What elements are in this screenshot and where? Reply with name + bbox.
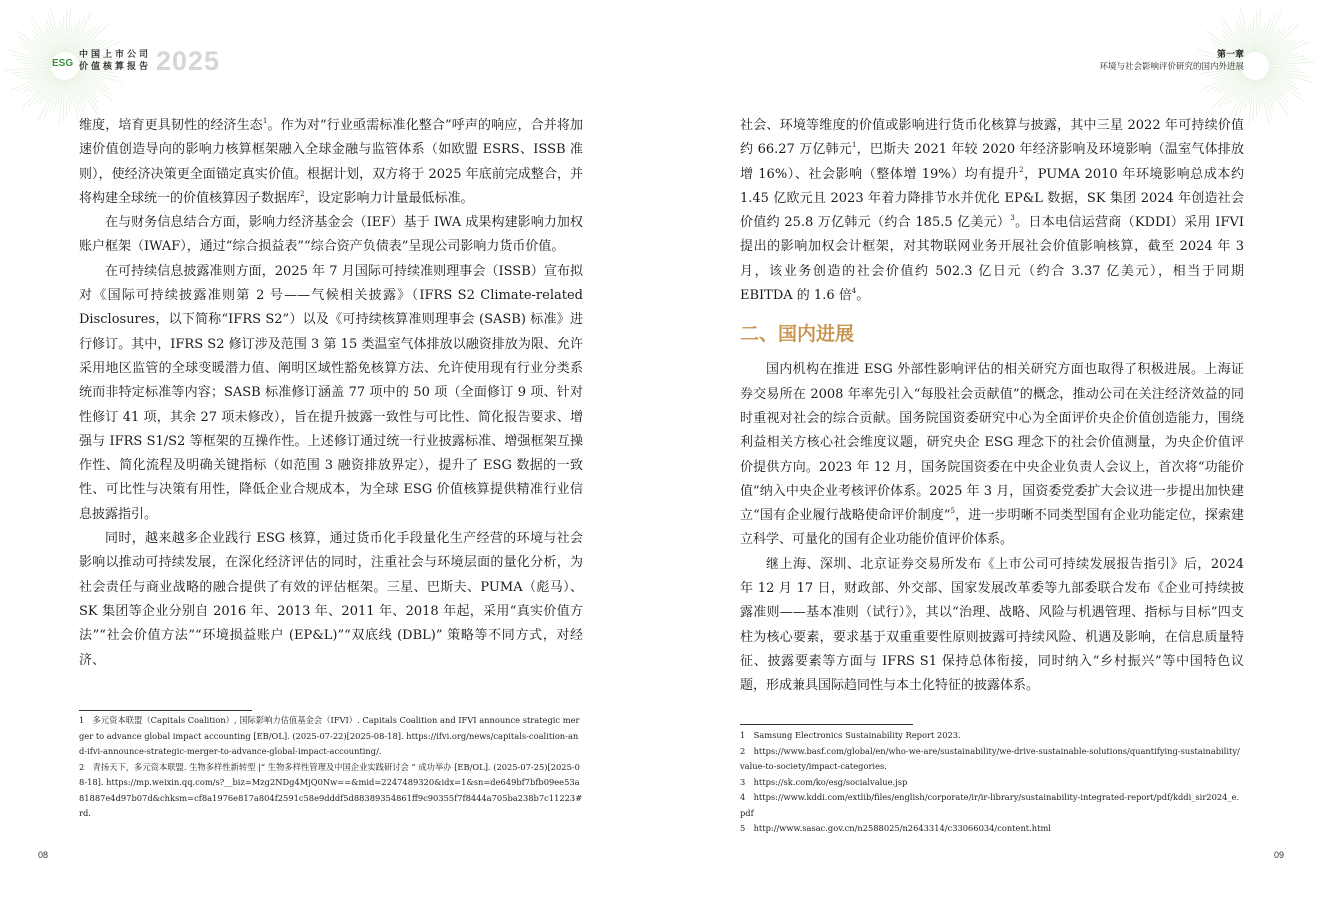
report-series-title [79, 49, 151, 73]
burst-ray [65, 80, 66, 116]
left-page-body [79, 114, 583, 673]
burst-ray [50, 79, 61, 113]
burst-ray [1240, 8, 1251, 53]
footnote-item: 4 https://www.kddi.com/extlib/files/english/corporate/ir/ir-library/sustainability-integrated-report/pdf/kddi_sir2024_e.pdf [740, 792, 1240, 818]
footnote-item: 5 http://www.sasac.gov.cn/n2588025/n2643314/c33066034/content.html [740, 823, 1051, 833]
paragraph: 社会、环境等维度的价值或影响进行货币化核算与披露，其中三星 2022 年可持续价值约 66.27 万亿韩元$^1$，巴斯夫 2021 年较 2020 年经济影响及环境影响（温室气体排放增 16%）、社会影响（整体增 19%）均有提升$^2$，PUMA 2010 年环境影响总成本约 1.45 亿欧元且 2023 年着力降排节水并优化 EP&L 数据，SK 集团 2024 年创造社会价值约 25.8 万亿韩元（约合 185.5 亿美元）$^3$。日本电信运营商（KDDI）采用 IFVI 提出的影响加权会计框架，对其物联网业务开展社会价值影响核算，截至 2024 年 3 月，该业务创造的社会价值约 502.3 亿日元（约合 3.37 亿美元），相当于同期 EBITDA 的 1.6 倍$^4$。 [740, 118, 1244, 304]
footnote-ref: 1 [262, 117, 268, 125]
burst-ray [65, 11, 66, 52]
section-heading: 二、国内进展 [740, 323, 855, 346]
paragraph: 同时，越来越多企业践行 ESG 核算，通过货币化手段量化生产经营的环境与社会影响以推动可持续发展，在深化经济评估的同时，注重社会与环境层面的量化分析，为社会责任与商业战略的融合提供了有效的评估框架。三星、巴斯夫、PUMA（彪马）、SK 集团等企业分别自 2016 年、2013 年、2011 年、2018 年起，采用“真实价值方法”“社会价值方法”“环境损益账户 (EP&L)”“双底线 (DBL)” 策略等不同方式，对经济、 [79, 531, 583, 668]
footnote-divider [79, 710, 252, 711]
paragraph: 在与财务信息结合方面，影响力经济基金会（IEF）基于 IWA 成果构建影响力加权账户框架（IWAF），通过“综合损益表”“综合资产负债表”呈现公司影响力货币价值。 [79, 215, 583, 255]
footnote-item: 1 Samsung Electronics Sustainability Report 2023. [740, 730, 961, 740]
burst-ray [1255, 80, 1256, 116]
page-number-left: 08 [38, 850, 49, 860]
footnote-item: 2 青扬天下，多元资本联盟. 生物多样性新转型 |“ 生物多样性管理及中国企业实践研讨会 ” 成功举办 [EB/OL]. (2025-07-25)[2025-08-18]. https://mp.weixin.qq.com/s?__biz=Mzg2NDg4MjQ0Nw==&mid=2247489320&idx=1&sn=de649bf7bfb09ee53a81887e4d97b07d&chksm=cf8a1976e817a804f2591c58e9dddf5d88389354861ff9c90355f7f8444a705ba238b7c11223#rd. [79, 761, 583, 818]
report-year: 2025 [156, 46, 221, 76]
burst-ray [1253, 16, 1254, 52]
burst-ray [1255, 11, 1256, 52]
footnote-ref: 2 [1019, 165, 1024, 174]
right-footnotes [740, 728, 1244, 837]
paragraph: 维度，培育更具韧性的经济生态$^1$。作为对“行业亟需标准化整合”呼声的响应，合并将加速价值创造导向的影响力核算框架融入全球金融与监管体系（如欧盟 ESRS、ISSB 准则），使经济决策更全面锚定真实价值。根据计划，双方将于 2025 年底前完成整合，并将构建全球统一的价值核算因子数据库$^2$，设定影响力计量最低标准。 [79, 117, 583, 206]
chapter-number: 第一章 [1216, 50, 1244, 60]
page-number-right: 09 [1274, 850, 1285, 860]
burst-ray [1253, 80, 1254, 121]
footnote-item: 3 https://sk.com/ko/esg/socialvalue.jsp [740, 776, 908, 787]
footnote-ref: 3 [1010, 214, 1015, 223]
chapter-header [1099, 49, 1244, 73]
burst-ray [1258, 80, 1269, 125]
paragraph: 继上海、深圳、北京证券交易所发布《上市公司可持续发展报告指引》后，2024 年 12 月 17 日，财政部、外交部、国家发展改革委等九部委联合发布《企业可持续披露准则——基本准则（试行）》，其以“治理、战略、风险与机遇管理、指标与目标”四支柱为核心要素，要求基于双重重要性原则披露可持续风险、机遇及影响，在信息质量特征、披露要素等方面与 IFRS S1 保持总体衔接，同时纳入“乡村振兴”等中国特色议题，形成兼具国际趋同性与本土化特征的披露体系。 [740, 556, 1244, 694]
paragraph: 在可持续信息披露准则方面，2025 年 7 月国际可持续准则理事会（ISSB）宣布拟对《国际可持续披露准则第 2 号——气候相关披露》（IFRS S2 Climate-related Disclosures，以下简称“IFRS S2”）以及《可持续核算准则理事会 (SASB) 标准》进行修订。其中，IFRS S2 修订涉及范围 3 第 15 类温室气体排放以融资排放为限、允许采用地区监管的全球变暖潜力值、阐明区域性豁免核算方法、允许使用现有行业分类系统而非特定标准等内容；SASB 标准修订涵盖 77 项中的 50 项（全面修订 9 项、针对性修订 41 项，其余 27 项未修改），旨在提升披露一致性与可比性、简化报告要求、增强与 IFRS S1/S2 等框架的互操作性。上述修订通过统一行业披露标准、增强框架互操作性、简化流程及明确关键指标（如范围 3 融资排放界定），提升了 ESG 数据的一致性、可比性与决策有用性，降低企业合规成本，为全球 ESG 价值核算提供精准行业信息披露指引。 [79, 263, 583, 522]
right-page-body [740, 114, 1244, 699]
left-footnotes [79, 713, 583, 822]
footnote-ref: 5 [950, 507, 955, 516]
burst-ray [63, 16, 64, 52]
footnote-ref: 1 [852, 141, 857, 150]
burst-ray [69, 18, 80, 52]
burst-ray [1261, 12, 1281, 53]
footnote-item: 1 多元资本联盟（Capitals Coalition）, 国际影响力估值基金会（IFVI）. Capitals Coalition and IFVI announce strategic merger to advance global impact accounting [EB/OL]. (2025-07-22)[2025-08-18]. https://ifvi.org/news/capitals-coalition-and-ifvi-announce-strategic-merger-to-advance-global-impact-accounting/. [79, 715, 580, 756]
esg-logo: ESG [52, 58, 74, 69]
burst-ray [71, 12, 91, 53]
burst-ray [1259, 18, 1270, 52]
burst-ray [63, 80, 64, 121]
burst-ray [39, 79, 59, 120]
burst-ray [1240, 79, 1251, 113]
chapter-title: 环境与社会影响评价研究的国内外进展 [1099, 62, 1244, 72]
footnote-divider [740, 724, 913, 725]
series-line-1: 中国上市公司 [79, 50, 152, 60]
footnote-item: 2 https://www.basf.com/global/en/who-we-are/sustainability/we-drive-sustainable-solutions/quantifying-sustainability/value-to-society/impact-categories. [740, 745, 1240, 771]
paragraph: 国内机构在推进 ESG 外部性影响评估的相关研究方面也取得了积极进展。上海证券交易所在 2008 年率先引入“每股社会贡献值”的概念，推动公司在关注经济效益的同时重视对社会的综合贡献。国务院国资委研究中心为全面评价央企价值创造能力，围绕利益相关方核心社会维度议题，研究央企 ESG 理念下的社会价值测量，为央企价值评价提供方向。2023 年 12 月，国务院国资委在中央企业负责人会议上，首次将“功能价值”纳入中央企业考核评价体系。2025 年 3 月，国资委党委扩大会议进一步提出加快建立“国有企业履行战略使命评价制度”$^5$，进一步明晰不同类型国有企业功能定位，探索建立科学、可量化的国有企业功能价值评价体系。 [740, 362, 1244, 548]
burst-ray [50, 8, 61, 53]
footnote-ref: 4 [851, 287, 857, 296]
footnote-ref: 2 [300, 189, 305, 198]
series-line-2: 价值核算报告 [79, 62, 152, 72]
burst-ray [1269, 58, 1310, 64]
burst-ray [11, 68, 52, 74]
burst-ray [68, 80, 79, 125]
